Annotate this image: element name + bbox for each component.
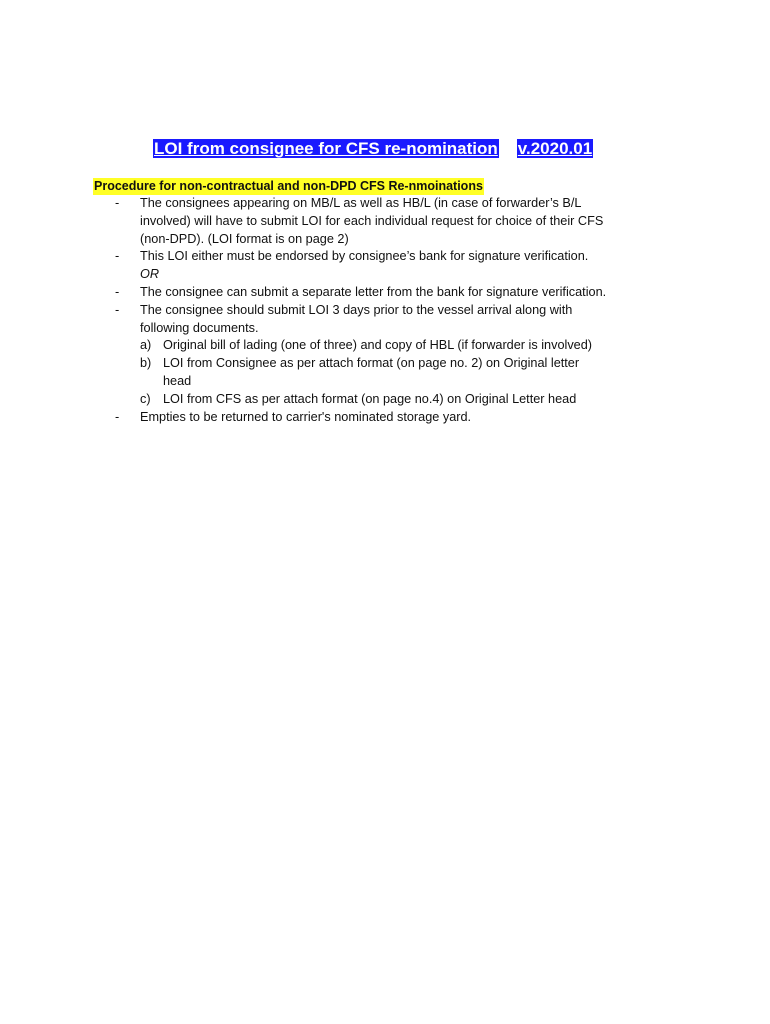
item-text-line: (non-DPD). (LOI format is on page 2): [140, 231, 349, 246]
sub-item-text-line: Original bill of lading (one of three) and copy of HBL (if forwarder is involved): [163, 338, 592, 353]
item-text-line: involved) will have to submit LOI for each individual request for choice of their CFS: [140, 213, 604, 228]
version-label: v.2020.01: [517, 139, 593, 158]
item-text-line: The consignees appearing on MB/L as well as HB/L (in case of forwarder’s B/L: [140, 196, 582, 210]
sub-item-text-line: head: [163, 373, 192, 388]
or-text: OR: [140, 267, 160, 282]
sub-list-item: [93, 355, 693, 391]
list-item: [93, 284, 693, 302]
list-item: [93, 409, 693, 427]
procedure-heading: Procedure for non-contractual and non-DPD CFS Re-nmoinations: [94, 179, 483, 193]
bullet-dash: -: [115, 249, 120, 264]
sub-item-marker: b): [140, 356, 152, 371]
item-text-line: following documents.: [140, 320, 259, 335]
procedure-list: [93, 195, 693, 426]
list-item: [93, 302, 693, 338]
bullet-dash: -: [115, 409, 120, 424]
sub-list-item: [93, 337, 693, 355]
document-title: [153, 138, 593, 160]
list-item: [93, 248, 693, 284]
bullet-dash: -: [115, 302, 120, 317]
item-text-line: The consignee should submit LOI 3 days prior to the vessel arrival along with: [140, 302, 573, 317]
bullet-dash: -: [115, 284, 120, 299]
item-text-line: Empties to be returned to carrier's nominated storage yard.: [140, 409, 472, 424]
item-text-line: This LOI either must be endorsed by consignee’s bank for signature verification.: [140, 249, 589, 264]
sub-item-text-line: LOI from CFS as per attach format (on page no.4) on Original Letter head: [163, 391, 577, 406]
list-item: [93, 195, 693, 248]
title-text: LOI from consignee for CFS re-nomination: [154, 139, 498, 158]
sub-item-marker: a): [140, 338, 152, 353]
item-text-line: The consignee can submit a separate letter from the bank for signature verification.: [140, 284, 607, 299]
sub-item-marker: c): [140, 391, 151, 406]
sub-item-text-line: LOI from Consignee as per attach format (on page no. 2) on Original letter: [163, 356, 580, 371]
bullet-dash: -: [115, 196, 120, 210]
sub-list-item: [93, 391, 693, 409]
